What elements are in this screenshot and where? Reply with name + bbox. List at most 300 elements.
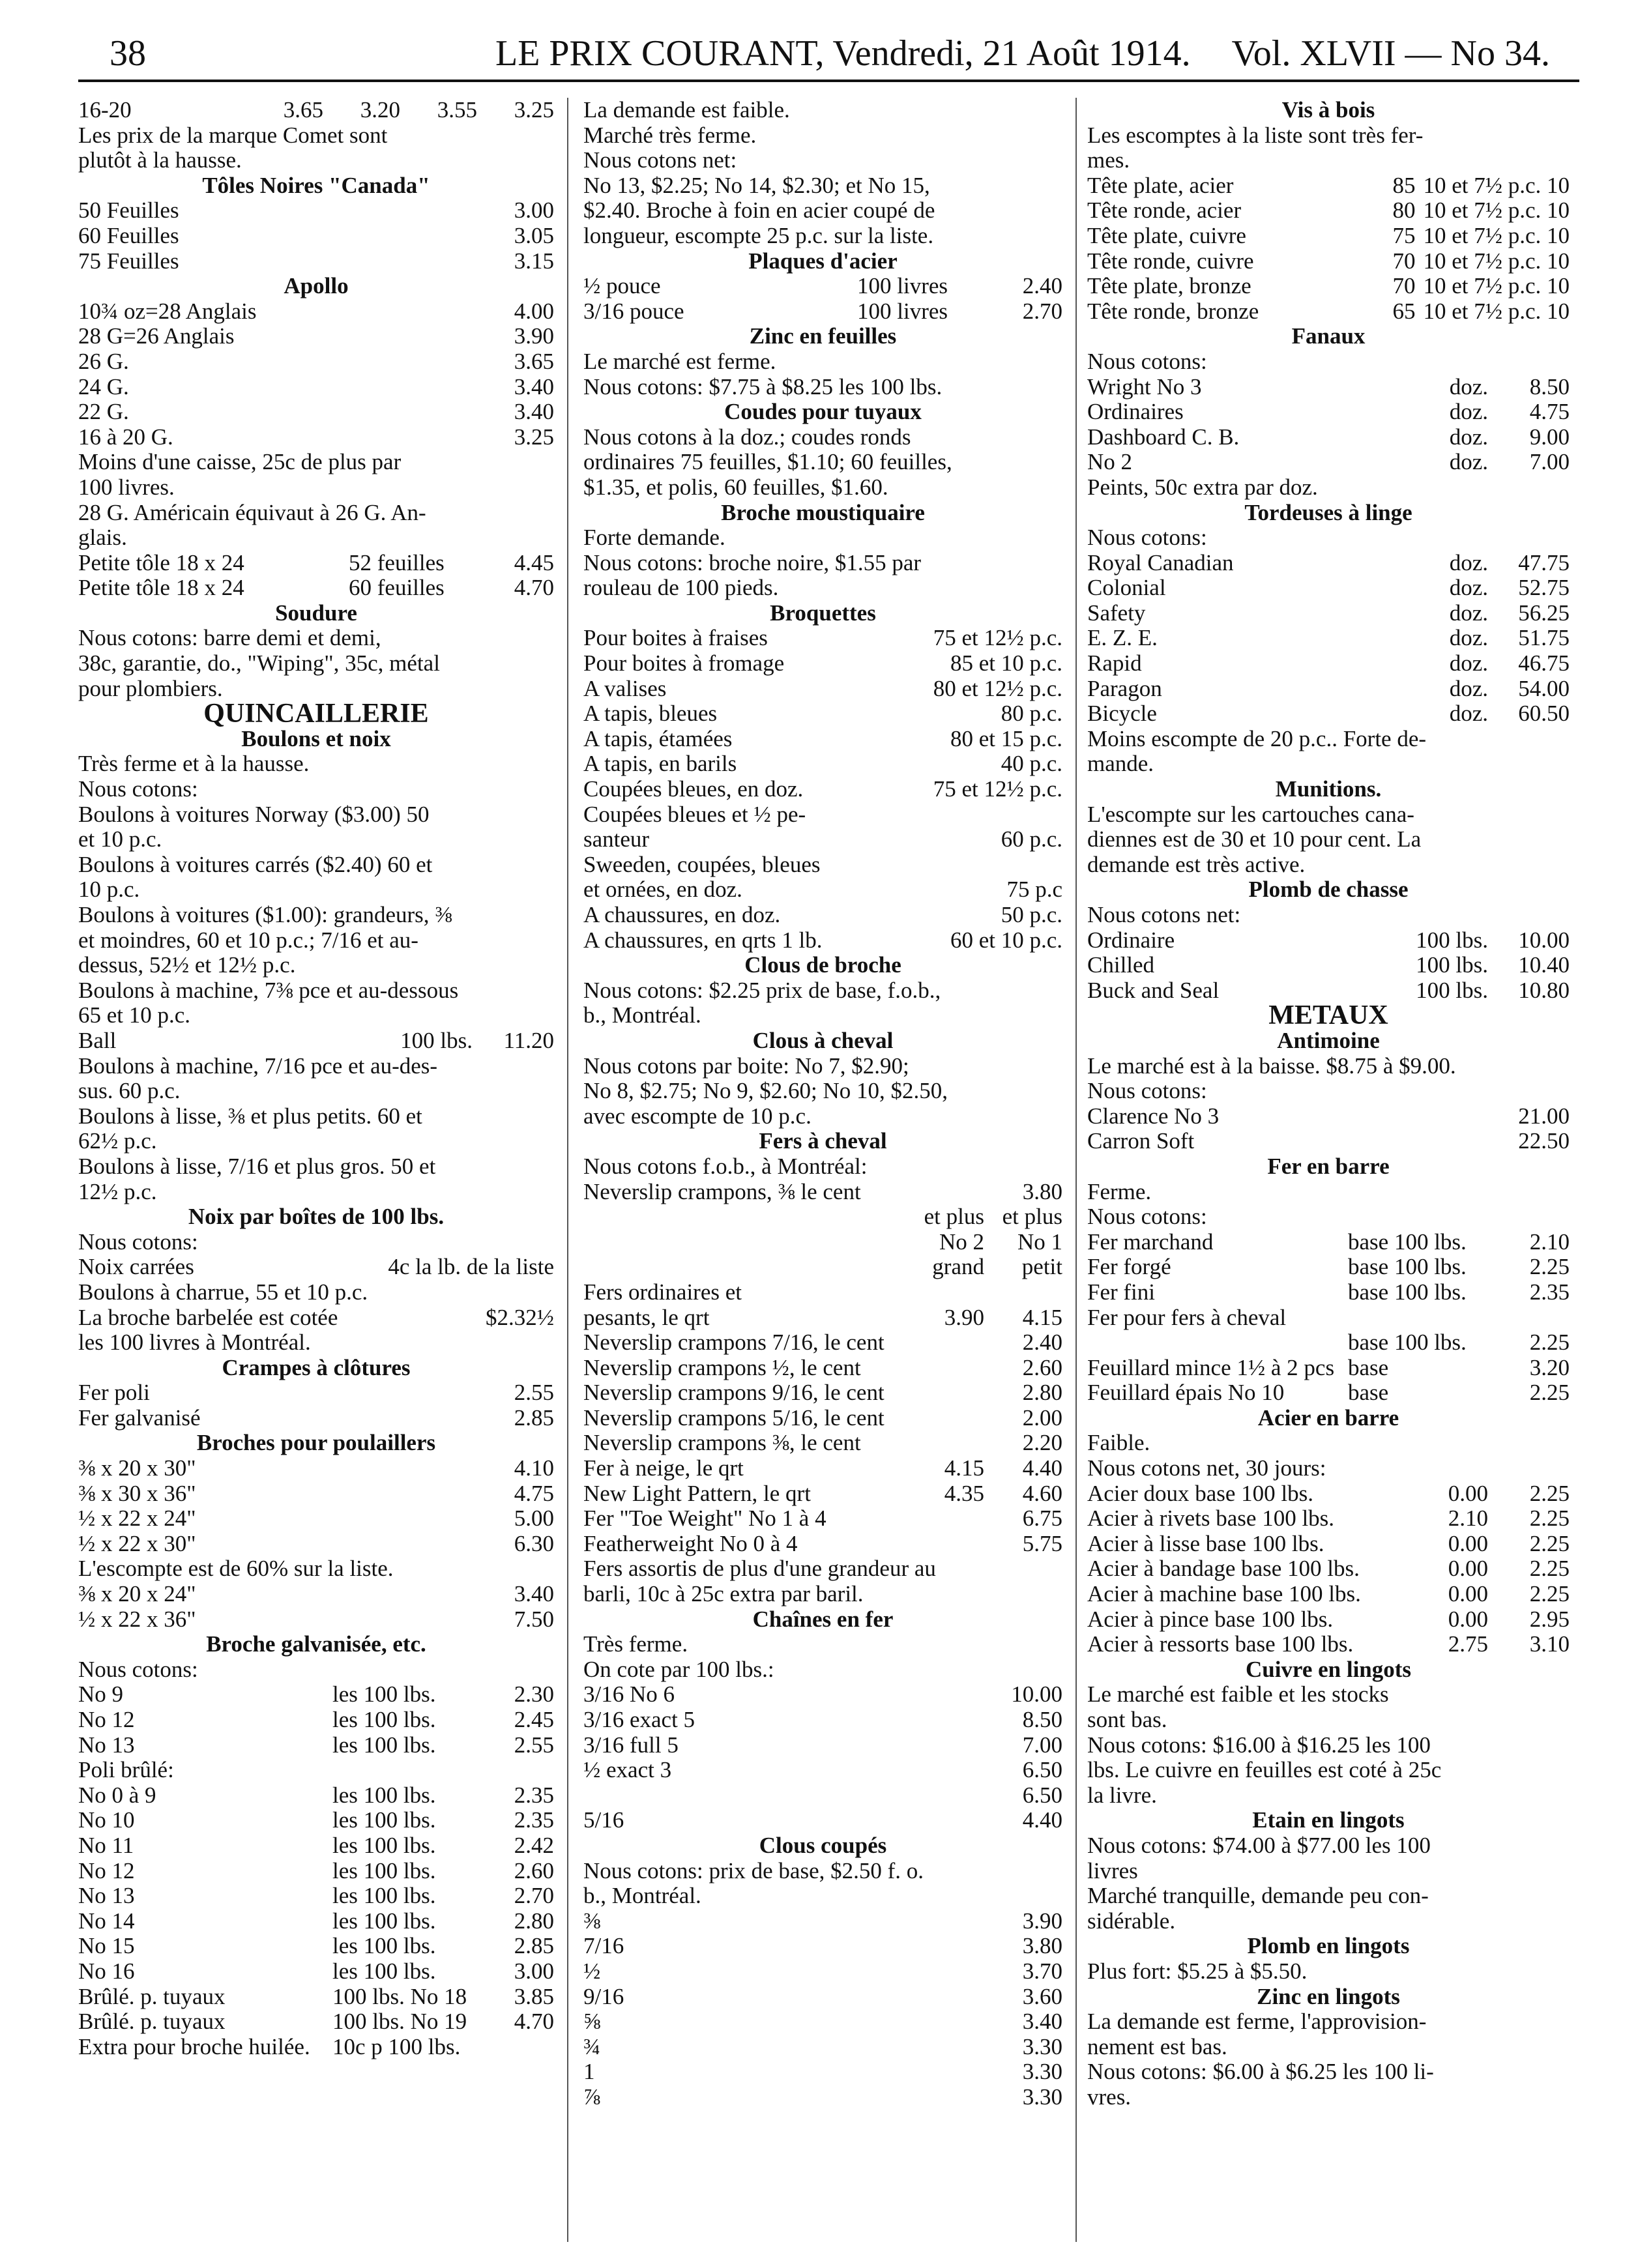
item-unit: 100 lbs. No 19: [332, 2009, 467, 2035]
text-line: Moins d'une caisse, 25c de plus par: [78, 449, 402, 475]
section-heading: Clous de broche: [744, 952, 901, 978]
price-row: [583, 1934, 1062, 1959]
text-line: b., Montréal.: [583, 1002, 701, 1028]
item-label: [583, 1783, 981, 1809]
price-row: [78, 1481, 554, 1507]
item-price: 3.80: [1022, 1178, 1062, 1204]
price-row: [583, 1431, 1062, 1456]
price-row: [583, 651, 1062, 676]
item-price: 2.30: [514, 1681, 554, 1708]
section-heading: Noix par boîtes de 100 lbs.: [188, 1204, 445, 1230]
item-unit: doz.: [1449, 625, 1488, 651]
section-heading: Boulons et noix: [241, 725, 391, 751]
item-price: 3.90: [1022, 1908, 1062, 1934]
item-label: 16 à 20 G.: [78, 424, 173, 450]
text-line: Nous cotons: $6.00 à $6.25 les 100 li-: [1087, 2059, 1434, 2085]
price-row: [78, 299, 554, 325]
price-row: [583, 903, 1062, 928]
item-price: 2.85: [514, 1933, 554, 1959]
item-price: 4.40: [1022, 1807, 1062, 1833]
price-row: [1087, 626, 1570, 651]
item-price: [906, 1532, 984, 1557]
text-line: Nous cotons f.o.b., à Montréal:: [583, 1153, 868, 1179]
item-label: Ordinaires: [1087, 400, 1184, 425]
item-price: [546, 1330, 554, 1356]
item-label: A chaussures, en qrts 1 lb.: [583, 927, 823, 953]
price-row: [78, 375, 554, 400]
price-row: [1087, 575, 1570, 601]
item-label: Brûlé. p. tuyaux: [78, 1984, 226, 2009]
item-price: 3.20: [360, 98, 400, 123]
item-unit: les 100 lbs.: [332, 1681, 436, 1708]
price-row: [78, 1682, 554, 1708]
item-price: 2.10: [1529, 1228, 1570, 1255]
item-percent: 85: [1392, 172, 1416, 198]
price-row: [583, 802, 1062, 828]
price-row: [1087, 1607, 1570, 1633]
section-heading: Soudure: [275, 600, 357, 626]
item-price: 2.40: [1022, 1330, 1062, 1356]
section-heading: Apollo: [284, 273, 349, 299]
item-discount: 80 p.c.: [1001, 701, 1062, 727]
item-label: 22 G.: [78, 400, 129, 425]
item-label: ⅜ x 20 x 24": [78, 1582, 196, 1607]
item-label: ⅜: [583, 1908, 601, 1934]
item-price: 2.35: [1529, 1279, 1570, 1305]
item-price: 3.40: [514, 399, 554, 425]
item-unit: les 100 lbs.: [332, 1707, 436, 1732]
text-line: Fers assortis de plus d'une grandeur au: [583, 1556, 936, 1582]
item-price: 3.90: [944, 1304, 984, 1330]
item-price: 56.25: [1518, 600, 1570, 626]
item-price: 4.70: [514, 2009, 554, 2035]
text-line: sont bas.: [1087, 1707, 1167, 1732]
text-line: No 8, $2.75; No 9, $2.60; No 10, $2.50,: [583, 1078, 948, 1104]
item-unit: 100 livres: [857, 298, 948, 324]
price-row: [1087, 274, 1570, 299]
text-line: livres: [1087, 1857, 1138, 1883]
price-row: [583, 877, 1062, 903]
item-label: les 100 livres à Montréal.: [78, 1330, 311, 1356]
price-row: [78, 1280, 554, 1305]
item-price: 3.65: [514, 348, 554, 374]
text-line: pour plombiers.: [78, 675, 223, 701]
text-line: Faible.: [1087, 1430, 1150, 1456]
item-unit: [1348, 1305, 1488, 1331]
item-discount: [1055, 852, 1062, 878]
price-row: [78, 198, 554, 224]
item-label: Brûlé. p. tuyaux: [78, 2009, 226, 2035]
price-row: [583, 727, 1062, 752]
item-label: Tête plate, bronze: [1087, 274, 1251, 299]
item-price: [546, 1280, 554, 1305]
price-row: [1087, 676, 1570, 702]
item-discount: 75 et 12½ p.c.: [933, 776, 1062, 802]
item-unit: base: [1348, 1354, 1389, 1380]
item-price: 3.85: [514, 1983, 554, 2009]
price-row: [78, 249, 554, 274]
item-label: Fer poli: [78, 1380, 150, 1406]
item-unit: doz.: [1449, 449, 1488, 475]
text-line: Les escomptes à la liste sont très fer-: [1087, 122, 1424, 148]
text-line: Plus fort: $5.25 à $5.50.: [1087, 1958, 1308, 1984]
text-line: L'escompte est de 60% sur la liste.: [78, 1556, 394, 1582]
price-row: [1087, 425, 1570, 450]
item-price: [906, 1356, 984, 1381]
price-row: [1087, 1129, 1570, 1154]
text-line: Boulons à voitures carrés ($2.40) 60 et: [78, 851, 433, 877]
item-price: 2.20: [1022, 1430, 1062, 1456]
price-row: [583, 1330, 1062, 1356]
item-label: Coupées bleues et ½ pe-: [583, 802, 806, 827]
item-percent: 70: [1392, 248, 1416, 274]
item-unit: doz.: [1449, 399, 1488, 425]
item-label: Fer forgé: [1087, 1255, 1171, 1280]
item-label: 10¾ oz=28 Anglais: [78, 298, 257, 324]
item-price: 4.70: [514, 575, 554, 601]
item-label: Neverslip crampons ½, le cent: [583, 1355, 861, 1380]
item-label: ¾: [583, 2034, 601, 2059]
column-middle: [583, 98, 1062, 2248]
item-label: Sweeden, coupées, bleues: [583, 852, 821, 877]
item-price: [906, 1506, 984, 1532]
item-label: 75 Feuilles: [78, 248, 179, 274]
column-divider: [567, 98, 568, 2242]
item-price: 9.00: [1529, 424, 1570, 450]
item-price: [473, 2035, 554, 2060]
item-price: 3.30: [1022, 2059, 1062, 2085]
price-row: [1087, 1582, 1570, 1607]
item-label: 3/16 full 5: [583, 1732, 679, 1758]
item-price: 2.25: [1529, 1254, 1570, 1280]
item-price: 3.10: [1529, 1631, 1570, 1657]
item-label: 1: [583, 2059, 595, 2085]
price-row: [583, 1380, 1062, 1406]
price-row: [78, 575, 554, 601]
text-line: Nous cotons à la doz.; coudes ronds: [583, 424, 911, 450]
column-head: petit: [1021, 1254, 1062, 1280]
item-label: Colonial: [1087, 575, 1166, 601]
item-unit: les 100 lbs.: [332, 1883, 436, 1909]
text-line: demande est très active.: [1087, 851, 1306, 877]
item-label: Neverslip crampons ⅜, le cent: [583, 1431, 861, 1456]
item-price: [906, 1330, 984, 1356]
item-label: ½ exact 3: [583, 1758, 672, 1783]
item-label: Pour boites à fraises: [583, 626, 768, 651]
item-label: et ornées, en doz.: [583, 877, 742, 903]
text-line: ordinaires 75 feuilles, $1.10; 60 feuilles,: [583, 449, 952, 475]
item-label: No 11: [78, 1833, 134, 1858]
item-price: 3.15: [514, 248, 554, 274]
price-row: [1087, 249, 1570, 274]
item-price: 51.75: [1518, 625, 1570, 651]
section-heading: Broche moustiquaire: [721, 499, 925, 525]
item-price: 3.70: [1022, 1958, 1062, 1984]
price-row: [583, 928, 1062, 953]
item-discount: 60 p.c.: [1001, 826, 1062, 852]
text-line: plutôt à la hausse.: [78, 147, 242, 173]
item-label: Buck and Seal: [1087, 978, 1220, 1003]
item-price: 21.00: [1518, 1103, 1570, 1129]
price-row: [1087, 953, 1570, 978]
price-row: [78, 1305, 554, 1331]
price-row: [78, 1330, 554, 1356]
item-price: 3.65: [283, 98, 323, 123]
price-row: [583, 1808, 1062, 1833]
item-price: 10.00: [1011, 1681, 1062, 1708]
item-unit: [332, 1758, 473, 1783]
price-row: [583, 1456, 1062, 1481]
item-label: Fer marchand: [1087, 1229, 1214, 1255]
text-line: b., Montréal.: [583, 1883, 701, 1909]
item-price: 3.00: [514, 197, 554, 224]
item-unit: 100 lbs.: [1416, 952, 1488, 978]
item-label: Bicycle: [1087, 701, 1157, 727]
spacer: [583, 1255, 906, 1280]
text-line: Nous cotons: $2.25 prix de base, f.o.b.,: [583, 977, 941, 1003]
item-label: New Light Pattern, le qrt: [583, 1481, 811, 1506]
item-label: Chilled: [1087, 953, 1155, 978]
price-row: [1087, 299, 1570, 325]
text-line: Nous cotons: barre demi et demi,: [78, 625, 381, 651]
item-price: 2.40: [1022, 273, 1062, 299]
item-price: 6.50: [1022, 1757, 1062, 1783]
item-label: Fer galvanisé: [78, 1405, 201, 1431]
price-row: [78, 349, 554, 375]
price-row: [78, 2009, 554, 2035]
price-row: [78, 324, 554, 349]
item-price: 3.20: [1529, 1354, 1570, 1380]
item-unit: les 100 lbs.: [332, 1732, 436, 1758]
price-row: [583, 2035, 1062, 2060]
item-unit: base 100 lbs.: [1348, 1228, 1467, 1255]
item-price: 4.15: [944, 1455, 984, 1481]
text-line: Très ferme.: [583, 1631, 688, 1657]
item-label: No 13: [78, 1732, 135, 1758]
text-line: 38c, garantie, do., "Wiping", 35c, métal: [78, 650, 440, 676]
item-price: 46.75: [1518, 650, 1570, 676]
item-percent: 75: [1392, 222, 1416, 248]
text-line: barli, 10c à 25c extra par baril.: [583, 1581, 864, 1607]
item-label: 7/16: [583, 1934, 624, 1959]
item-label: 3/16 pouce: [583, 298, 684, 324]
item-price: 7.50: [514, 1606, 554, 1632]
section-heading: Broquettes: [770, 600, 876, 626]
column-head-row: [583, 1255, 1062, 1280]
item-label: ⅜ x 20 x 30": [78, 1456, 196, 1481]
price-row: [78, 1456, 554, 1481]
item-price: 2.55: [514, 1732, 554, 1758]
item-discount: 60 et 10 p.c.: [950, 927, 1062, 953]
price-row: [1087, 1230, 1570, 1255]
item-label: Acier à rivets base 100 lbs.: [1087, 1506, 1335, 1532]
price-row: [78, 1582, 554, 1607]
price-row: [583, 1356, 1062, 1381]
item-price: 2.25: [1529, 1556, 1570, 1582]
text-line: Nous cotons par boite: No 7, $2.90;: [583, 1053, 909, 1079]
text-line: Le marché est faible et les stocks: [1087, 1681, 1389, 1708]
item-label: Fers ordinaires et: [583, 1279, 742, 1305]
item-price: 2.70: [1022, 298, 1062, 324]
item-price: 4.60: [1022, 1480, 1062, 1506]
item-price: 10.80: [1518, 977, 1570, 1003]
price-row: [1087, 450, 1570, 475]
text-line: L'escompte sur les cartouches cana-: [1087, 801, 1414, 827]
text-line: 62½ p.c.: [78, 1128, 157, 1154]
text-line: Nous cotons net:: [583, 147, 737, 173]
item-unit: les 100 lbs.: [332, 1832, 436, 1858]
text-line: sus. 60 p.c.: [78, 1078, 181, 1104]
item-unit: doz.: [1449, 650, 1488, 676]
item-label: Tête plate, acier: [1087, 173, 1234, 198]
item-unit: 100 lbs. No 18: [332, 1983, 467, 2009]
price-row: [583, 827, 1062, 852]
item-price: 2.45: [514, 1707, 554, 1732]
price-row: [78, 1934, 554, 1959]
item-discount: 80 et 12½ p.c.: [933, 675, 1062, 701]
item-price: 0.00: [1448, 1480, 1488, 1506]
item-price: 2.25: [1529, 1581, 1570, 1607]
item-price: 4.35: [944, 1480, 984, 1506]
item-price: 2.25: [1529, 1530, 1570, 1556]
item-price: 2.60: [514, 1857, 554, 1883]
price-row: [78, 1406, 554, 1431]
text-line: Boulons à lisse, 7/16 et plus gros. 50 et: [78, 1153, 436, 1179]
price-row: [78, 1380, 554, 1406]
column-head: No 2: [939, 1228, 984, 1255]
price-row: [1087, 198, 1570, 224]
price-row: [78, 1532, 554, 1557]
text-line: Le marché est ferme.: [583, 348, 776, 374]
item-price: 3.30: [1022, 2033, 1062, 2059]
price-row: [78, 1733, 554, 1758]
page-number: 38: [110, 33, 146, 74]
price-row: [1087, 375, 1570, 400]
text-line: 100 livres.: [78, 474, 175, 500]
item-price: 0.00: [1448, 1606, 1488, 1632]
text-line: glais.: [78, 525, 127, 551]
item-price: 2.10: [1448, 1505, 1488, 1532]
price-row: [1087, 1330, 1570, 1356]
item-unit: les 100 lbs.: [332, 1857, 436, 1883]
item-unit: base 100 lbs.: [1348, 1254, 1467, 1280]
item-percent: 80: [1392, 197, 1416, 224]
item-unit: 100 lbs.: [1416, 977, 1488, 1003]
section-heading: Antimoine: [1277, 1027, 1380, 1053]
price-row: [583, 1481, 1062, 1507]
section-heading: Cuivre en lingots: [1245, 1656, 1412, 1682]
item-percent: 65: [1392, 298, 1416, 324]
section-heading: Broche galvanisée, etc.: [206, 1631, 426, 1657]
item-label: Fer pour fers à cheval: [1087, 1305, 1287, 1330]
price-row: [78, 1808, 554, 1833]
item-label: 16-20: [78, 98, 132, 123]
item-price: 2.95: [1529, 1606, 1570, 1632]
item-unit: doz.: [1449, 600, 1488, 626]
item-label: Neverslip crampons 7/16, le cent: [583, 1330, 885, 1356]
item-label: Pour boites à fromage: [583, 651, 785, 676]
text-line: $1.35, et polis, 60 feuilles, $1.60.: [583, 474, 888, 500]
price-row: [78, 1255, 554, 1280]
item-discount: [1055, 802, 1062, 828]
text-line: Les prix de la marque Comet sont: [78, 122, 388, 148]
price-row: [78, 1909, 554, 1934]
item-label: Fer "Toe Weight" No 1 à 4: [583, 1506, 826, 1532]
item-label: 24 G.: [78, 374, 129, 400]
item-label: A tapis, en barils: [583, 751, 737, 777]
section-heading: Tordeuses à linge: [1244, 499, 1412, 525]
text-line: Nous cotons net, 30 jours:: [1087, 1455, 1326, 1481]
item-label: Extra pour broche huilée.: [78, 2034, 310, 2059]
text-line: dessus, 52½ et 12½ p.c.: [78, 952, 296, 978]
item-label: Coupées bleues, en doz.: [583, 777, 804, 802]
text-line: Nous cotons:: [78, 1656, 198, 1682]
item-price: 8.50: [1022, 1707, 1062, 1732]
item-unit: 10c p 100 lbs.: [332, 2033, 461, 2059]
price-row: [78, 1708, 554, 1733]
item-price: 7.00: [1022, 1732, 1062, 1758]
price-row: [1087, 1632, 1570, 1657]
text-line: Nous cotons net:: [1087, 902, 1241, 927]
item-label: No 12: [78, 1708, 135, 1732]
item-discount: 10 et 7½ p.c. 10: [1423, 248, 1570, 274]
price-row: [78, 1783, 554, 1809]
price-row: [583, 1180, 1062, 1205]
item-unit: doz.: [1449, 549, 1488, 575]
price-row: [583, 299, 1062, 325]
section-heading: Plomb en lingots: [1247, 1933, 1410, 1959]
text-line: sidérable.: [1087, 1908, 1176, 1934]
price-row: [583, 1682, 1062, 1708]
item-price: 2.42: [514, 1832, 554, 1858]
item-label: Carron Soft: [1087, 1129, 1195, 1154]
text-line: 28 G. Américain équivaut à 26 G. An-: [78, 499, 426, 525]
price-row: [78, 224, 554, 249]
section-heading: Etain en lingots: [1252, 1807, 1405, 1833]
text-line: Marché très ferme.: [583, 122, 757, 148]
item-price: 3.05: [514, 222, 554, 248]
item-unit: 100 lbs.: [1416, 927, 1488, 953]
price-row: [1087, 701, 1570, 727]
section-heading: Munitions.: [1275, 776, 1382, 802]
text-line: Nous cotons: $74.00 à $77.00 les 100: [1087, 1832, 1431, 1858]
item-unit: les 100 lbs.: [332, 1958, 436, 1984]
text-line: Moins escompte de 20 p.c.. Forte de-: [1087, 725, 1427, 751]
item-price: 2.80: [1022, 1380, 1062, 1406]
item-label: Dashboard C. B.: [1087, 424, 1240, 450]
price-row: [78, 1506, 554, 1532]
item-unit: les 100 lbs.: [332, 1782, 436, 1808]
price-row: [583, 1783, 1062, 1809]
text-line: Peints, 50c extra par doz.: [1087, 474, 1318, 500]
item-price: 3.00: [514, 1958, 554, 1984]
item-unit: doz.: [1449, 675, 1488, 701]
price-row: [1087, 400, 1570, 425]
text-line: mande.: [1087, 751, 1154, 777]
item-label: No 0 à 9: [78, 1782, 156, 1808]
column-head: et plus: [924, 1204, 984, 1230]
item-label: Boulons à charrue, 55 et 10 p.c.: [78, 1279, 368, 1305]
item-price: 4.45: [514, 549, 554, 575]
item-unit: doz.: [1449, 701, 1488, 727]
item-label: Feuillard mince 1½ à 2 pcs: [1087, 1355, 1335, 1380]
item-label: Acier à lisse base 100 lbs.: [1087, 1531, 1324, 1556]
price-row: [583, 1280, 1062, 1305]
item-label: Neverslip crampons 5/16, le cent: [583, 1405, 885, 1431]
text-line: Boulons à voitures Norway ($3.00) 50: [78, 801, 430, 827]
price-row: [583, 751, 1062, 777]
item-price: 3.40: [514, 373, 554, 400]
